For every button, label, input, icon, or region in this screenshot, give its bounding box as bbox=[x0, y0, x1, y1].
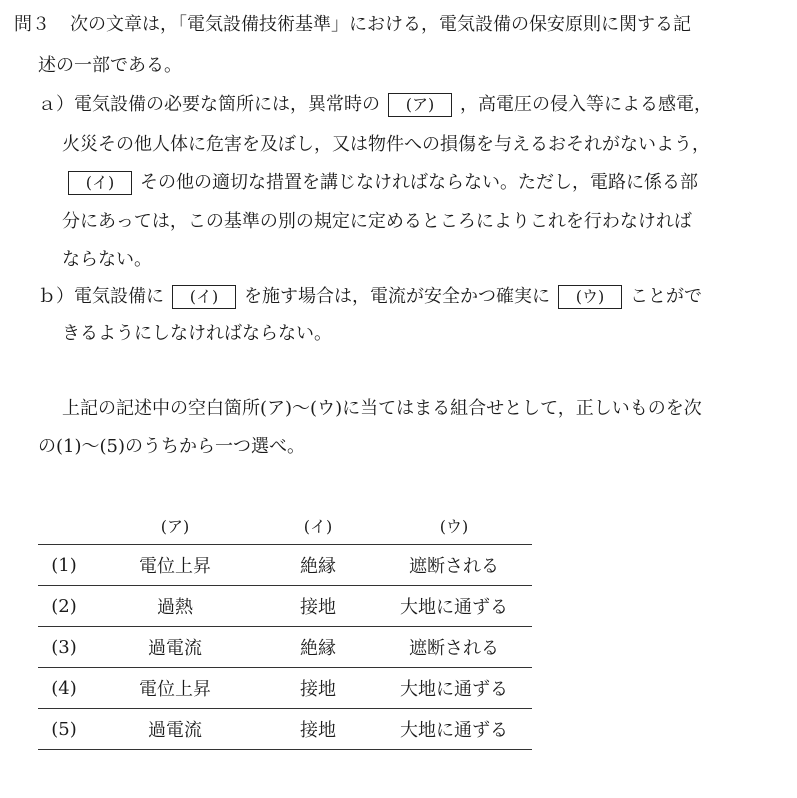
choice-number: (5) bbox=[51, 718, 77, 740]
table-cell: 絶縁 bbox=[300, 638, 336, 659]
table-cell: 過熱 bbox=[157, 597, 193, 618]
item-b-text-1-pre: 電気設備に bbox=[74, 286, 164, 307]
blank-i-box-2: (イ) bbox=[172, 285, 236, 309]
item-a-line-5 bbox=[62, 248, 152, 272]
choice-number: (1) bbox=[51, 554, 77, 576]
table-cell: 遮断される bbox=[409, 556, 499, 577]
table-cell: 電位上昇 bbox=[139, 679, 211, 700]
table-header-cell: (ア) bbox=[160, 516, 190, 536]
answer-choices-table bbox=[38, 506, 532, 750]
table-cell: 接地 bbox=[300, 597, 336, 618]
item-a-marker: ａ） bbox=[38, 94, 74, 115]
item-a-text-3-post: その他の適切な措置を講じなければならない。ただし，電路に係る部 bbox=[140, 172, 698, 193]
instruction-line-2 bbox=[38, 435, 305, 459]
item-b-line-2 bbox=[62, 322, 332, 346]
table-cell: 大地に通ずる bbox=[400, 679, 508, 700]
choice-number: (4) bbox=[51, 677, 77, 699]
table-header-cell: (イ) bbox=[303, 516, 333, 536]
item-a-text-1-post: ，高電圧の侵入等による感電， bbox=[460, 94, 712, 115]
item-b-text-2: きるようにしなければならない。 bbox=[62, 323, 332, 344]
table-cell: 過電流 bbox=[148, 638, 202, 659]
intro-text-2: 述の一部である。 bbox=[38, 55, 182, 76]
table-cell: 電位上昇 bbox=[139, 556, 211, 577]
item-a-text-5: ならない。 bbox=[62, 249, 152, 270]
choice-number: (3) bbox=[51, 636, 77, 658]
question-intro-line-1 bbox=[14, 13, 691, 37]
item-b-line-1 bbox=[38, 285, 702, 309]
table-cell: 大地に通ずる bbox=[400, 720, 508, 741]
table-header-cell: (ウ) bbox=[439, 516, 469, 536]
table-row bbox=[38, 627, 532, 668]
item-a-text-1-pre: 電気設備の必要な箇所には，異常時の bbox=[74, 94, 380, 115]
table-row bbox=[38, 586, 532, 627]
blank-a-box: (ア) bbox=[388, 93, 452, 117]
question-number: 問３ bbox=[14, 14, 50, 35]
table-cell: 絶縁 bbox=[300, 556, 336, 577]
table-row bbox=[38, 709, 532, 750]
instruction-text-2: の(1)～(5)のうちから一つ選べ。 bbox=[38, 436, 305, 457]
table-cell: 接地 bbox=[300, 720, 336, 741]
table-cell: 大地に通ずる bbox=[400, 597, 508, 618]
item-a-line-3 bbox=[62, 171, 698, 195]
item-b-text-1-post: ことがで bbox=[630, 286, 702, 307]
table-row bbox=[38, 545, 532, 586]
choice-number: (2) bbox=[51, 595, 77, 617]
intro-text-1: 次の文章は，「電気設備技術基準」における，電気設備の保安原則に関する記 bbox=[70, 14, 691, 35]
item-b-text-1-mid: を施す場合は，電流が安全かつ確実に bbox=[244, 286, 550, 307]
table-cell: 過電流 bbox=[148, 720, 202, 741]
item-a-line-2 bbox=[62, 133, 710, 157]
item-a-text-2: 火災その他人体に危害を及ぼし，又は物件への損傷を与えるおそれがないよう， bbox=[62, 134, 710, 155]
table-cell: 接地 bbox=[300, 679, 336, 700]
question-intro-line-2 bbox=[38, 54, 182, 78]
blank-i-box-1: (イ) bbox=[68, 171, 132, 195]
item-a-text-4: 分にあっては，この基準の別の規定に定めるところによりこれを行わなければ bbox=[62, 211, 692, 232]
blank-u-box: (ウ) bbox=[558, 285, 622, 309]
table-header-row bbox=[38, 506, 532, 545]
instruction-line-1 bbox=[62, 397, 702, 421]
table-row bbox=[38, 668, 532, 709]
item-a-line-1 bbox=[38, 93, 712, 117]
table-header-cell bbox=[38, 506, 90, 545]
table-cell: 遮断される bbox=[409, 638, 499, 659]
instruction-text-1: 上記の記述中の空白箇所(ア)～(ウ)に当てはまる組合せとして，正しいものを次 bbox=[62, 398, 702, 419]
item-b-marker: ｂ） bbox=[38, 286, 74, 307]
item-a-line-4 bbox=[62, 210, 692, 234]
